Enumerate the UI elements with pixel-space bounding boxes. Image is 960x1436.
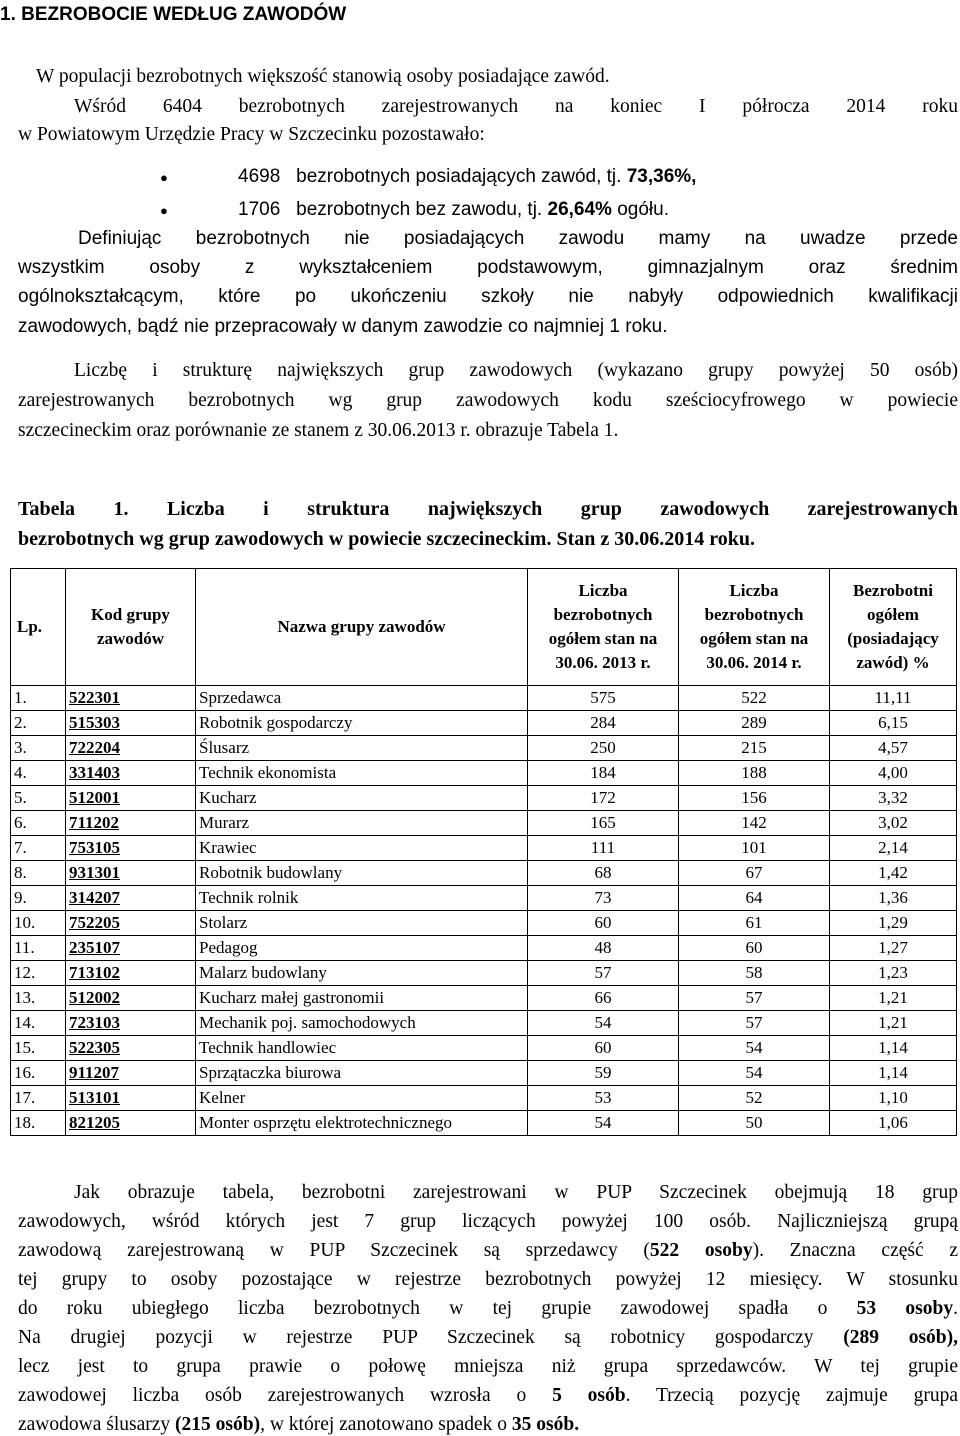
table-header-row	[11, 569, 957, 686]
row-pct: 1,23	[830, 961, 957, 986]
row-kod: 512002	[66, 986, 196, 1011]
closing-line-7: lecz jest to grupa prawie o połowę mniejsza niż grupa sprzedawców. W tej grupie	[18, 1356, 958, 1377]
row-pct: 4,57	[830, 736, 957, 761]
table-row	[11, 961, 957, 986]
table-row	[11, 911, 957, 936]
row-lp: 7.	[11, 836, 66, 861]
emph-215: (215 osób)	[175, 1414, 261, 1435]
row-pct: 1,29	[830, 911, 957, 936]
row-kod: 314207	[66, 886, 196, 911]
table-row	[11, 936, 957, 961]
row-2013: 59	[528, 1061, 679, 1086]
row-kod: 821205	[66, 1111, 196, 1136]
intro-line-2: Wśród 6404 bezrobotnych zarejestrowanych na koniec I półrocza 2014 roku	[74, 96, 958, 117]
row-2014: 64	[679, 886, 830, 911]
row-lp: 3.	[11, 736, 66, 761]
row-pct: 4,00	[830, 761, 957, 786]
bullet-text: bezrobotnych posiadających zawód, tj.	[296, 166, 622, 187]
row-nazwa: Robotnik gospodarczy	[196, 711, 528, 736]
row-2013: 575	[528, 686, 679, 711]
row-nazwa: Krawiec	[196, 836, 528, 861]
row-lp: 2.	[11, 711, 66, 736]
row-kod: 753105	[66, 836, 196, 861]
row-pct: 1,10	[830, 1086, 957, 1111]
closing-line-6: Na drugiej pozycji w rejestrze PUP Szczecinek są robotnicy gospodarczy (289 osób),	[18, 1327, 959, 1348]
intro-line-3: w Powiatowym Urzędzie Pracy w Szczecinku pozostawało:	[18, 124, 485, 145]
row-kod: 522301	[66, 686, 196, 711]
row-lp: 16.	[11, 1061, 66, 1086]
row-lp: 1.	[11, 686, 66, 711]
closing-line-1: Jak obrazuje tabela, bezrobotni zarejestrowani w PUP Szczecinek obejmują 18 grup	[74, 1182, 958, 1203]
row-nazwa: Technik ekonomista	[196, 761, 528, 786]
row-kod: 713102	[66, 961, 196, 986]
row-2013: 250	[528, 736, 679, 761]
row-lp: 9.	[11, 886, 66, 911]
row-2014: 101	[679, 836, 830, 861]
table-body	[11, 686, 957, 1136]
row-nazwa: Monter osprzętu elektrotechnicznego	[196, 1111, 528, 1136]
row-2014: 61	[679, 911, 830, 936]
table-row	[11, 886, 957, 911]
row-kod: 513101	[66, 1086, 196, 1111]
closing-line-3: zawodową zarejestrowaną w PUP Szczecinek są sprzedawcy (522 osoby). Znaczna część z	[18, 1240, 958, 1261]
row-kod: 512001	[66, 786, 196, 811]
def-line-2: wszystkim osoby z wykształceniem podstawowym, gimnazjalnym oraz średnim	[18, 257, 958, 278]
bullet-item-1	[238, 166, 696, 188]
def-line-3: ogólnokształcącym, które po ukończeniu szkoły nie nabyły odpowiednich kwalifikacji	[18, 286, 958, 307]
struct-line-2: zarejestrowanych bezrobotnych wg grup zawodowych kodu sześciocyfrowego w powiecie	[18, 390, 958, 411]
row-2014: 57	[679, 1011, 830, 1036]
emph-5: 5 osób	[552, 1385, 626, 1406]
row-2013: 284	[528, 711, 679, 736]
bullet-count: 1706	[238, 199, 281, 220]
header-kod: Kod grupy zawodów	[66, 569, 196, 686]
row-lp: 17.	[11, 1086, 66, 1111]
intro-line-1: W populacji bezrobotnych większość stanowią osoby posiadające zawód.	[36, 66, 610, 87]
row-2013: 48	[528, 936, 679, 961]
row-pct: 11,11	[830, 686, 957, 711]
row-kod: 235107	[66, 936, 196, 961]
row-pct: 1,27	[830, 936, 957, 961]
row-pct: 3,32	[830, 786, 957, 811]
bullet-dot-icon: ●	[160, 203, 168, 218]
row-2013: 54	[528, 1111, 679, 1136]
emph-289: (289 osób),	[843, 1327, 959, 1348]
header-nazwa: Nazwa grupy zawodów	[196, 569, 528, 686]
row-2013: 73	[528, 886, 679, 911]
row-kod: 331403	[66, 761, 196, 786]
row-2014: 156	[679, 786, 830, 811]
header-pct: Bezrobotni ogółem (posiadający zawód) %	[830, 569, 957, 686]
bullet-text: bezrobotnych bez zawodu, tj.	[296, 199, 543, 220]
row-2013: 172	[528, 786, 679, 811]
closing-line-2: zawodowych, wśród których jest 7 grup liczących powyżej 100 osób. Najliczniejszą grupą	[18, 1211, 958, 1232]
row-2014: 50	[679, 1111, 830, 1136]
row-lp: 11.	[11, 936, 66, 961]
emph-522: 522 osoby	[649, 1240, 753, 1261]
row-2014: 289	[679, 711, 830, 736]
row-kod: 711202	[66, 811, 196, 836]
row-pct: 6,15	[830, 711, 957, 736]
row-lp: 15.	[11, 1036, 66, 1061]
row-lp: 4.	[11, 761, 66, 786]
table-caption-line-2: bezrobotnych wg grup zawodowych w powiecie szczecineckim. Stan z 30.06.2014 roku.	[18, 528, 755, 550]
row-kod: 722204	[66, 736, 196, 761]
row-2013: 66	[528, 986, 679, 1011]
row-nazwa: Mechanik poj. samochodowych	[196, 1011, 528, 1036]
row-lp: 8.	[11, 861, 66, 886]
row-lp: 5.	[11, 786, 66, 811]
section-heading: 1. BEZROBOCIE WEDŁUG ZAWODÓW	[0, 4, 347, 25]
row-kod: 911207	[66, 1061, 196, 1086]
def-line-1: Definiując bezrobotnych nie posiadających zawodu mamy na uwadze przede	[78, 228, 958, 249]
row-pct: 1,14	[830, 1036, 957, 1061]
def-line-4: zawodowych, bądź nie przepracowały w danym zawodzie co najmniej 1 roku.	[18, 316, 668, 337]
row-kod: 515303	[66, 711, 196, 736]
table-row	[11, 1011, 957, 1036]
row-nazwa: Murarz	[196, 811, 528, 836]
row-2014: 142	[679, 811, 830, 836]
row-kod: 522305	[66, 1036, 196, 1061]
bullet-pct: 73,36%,	[626, 166, 697, 187]
row-kod: 752205	[66, 911, 196, 936]
header-lp: Lp.	[11, 569, 66, 686]
row-2013: 60	[528, 911, 679, 936]
row-2014: 54	[679, 1036, 830, 1061]
row-pct: 1,42	[830, 861, 957, 886]
closing-line-8: zawodowej liczba osób zarejestrowanych wzrosła o 5 osób. Trzecią pozycję zajmuje grupa	[18, 1385, 958, 1406]
row-pct: 3,02	[830, 811, 957, 836]
row-kod: 931301	[66, 861, 196, 886]
emph-35: 35 osób.	[511, 1414, 580, 1435]
row-2014: 188	[679, 761, 830, 786]
row-lp: 14.	[11, 1011, 66, 1036]
row-nazwa: Kelner	[196, 1086, 528, 1111]
row-nazwa: Sprzątaczka biurowa	[196, 1061, 528, 1086]
emph-53: 53 osoby	[856, 1298, 954, 1319]
row-pct: 1,21	[830, 986, 957, 1011]
table-row	[11, 986, 957, 1011]
table-row	[11, 711, 957, 736]
row-pct: 1,14	[830, 1061, 957, 1086]
row-2013: 60	[528, 1036, 679, 1061]
row-2014: 54	[679, 1061, 830, 1086]
row-2014: 67	[679, 861, 830, 886]
table-row	[11, 836, 957, 861]
row-nazwa: Sprzedawca	[196, 686, 528, 711]
row-2013: 184	[528, 761, 679, 786]
row-2014: 60	[679, 936, 830, 961]
row-lp: 12.	[11, 961, 66, 986]
row-nazwa: Malarz budowlany	[196, 961, 528, 986]
bullet-count: 4698	[238, 166, 281, 187]
bullet-dot-icon: ●	[160, 170, 168, 185]
closing-line-4: tej grupy to osoby pozostające w rejestrze bezrobotnych powyżej 12 miesięcy. W stosunku	[18, 1269, 958, 1290]
row-nazwa: Technik rolnik	[196, 886, 528, 911]
row-2013: 111	[528, 836, 679, 861]
table-row	[11, 736, 957, 761]
row-2014: 58	[679, 961, 830, 986]
closing-line-5: do roku ubiegłego liczba bezrobotnych w tej grupie zawodowej spadła o 53 osoby.	[18, 1298, 958, 1319]
row-nazwa: Technik handlowiec	[196, 1036, 528, 1061]
row-2014: 52	[679, 1086, 830, 1111]
bullet-tail: ogółu.	[617, 199, 670, 220]
header-2013: Liczba bezrobotnych ogółem stan na 30.06. 2013 r.	[528, 569, 679, 686]
table-row	[11, 1036, 957, 1061]
bullet-pct: 26,64%	[547, 199, 612, 220]
table-caption-line-1: Tabela 1. Liczba i struktura największych grup zawodowych zarejestrowanych	[18, 498, 958, 520]
row-pct: 1,36	[830, 886, 957, 911]
row-2013: 54	[528, 1011, 679, 1036]
table-row	[11, 686, 957, 711]
struct-line-3: szczecineckim oraz porównanie ze stanem z 30.06.2013 r. obrazuje Tabela 1.	[18, 420, 619, 441]
row-nazwa: Ślusarz	[196, 736, 528, 761]
row-nazwa: Stolarz	[196, 911, 528, 936]
row-nazwa: Kucharz	[196, 786, 528, 811]
row-nazwa: Robotnik budowlany	[196, 861, 528, 886]
table-row	[11, 761, 957, 786]
row-2013: 57	[528, 961, 679, 986]
row-pct: 1,06	[830, 1111, 957, 1136]
table-row	[11, 1111, 957, 1136]
row-pct: 2,14	[830, 836, 957, 861]
table-row	[11, 1086, 957, 1111]
row-kod: 723103	[66, 1011, 196, 1036]
row-lp: 13.	[11, 986, 66, 1011]
table-row	[11, 811, 957, 836]
table-row	[11, 786, 957, 811]
row-nazwa: Kucharz małej gastronomii	[196, 986, 528, 1011]
row-nazwa: Pedagog	[196, 936, 528, 961]
table-row	[11, 861, 957, 886]
occupation-table	[10, 568, 957, 1136]
row-2014: 522	[679, 686, 830, 711]
header-2014: Liczba bezrobotnych ogółem stan na 30.06. 2014 r.	[679, 569, 830, 686]
closing-line-9: zawodowa ślusarzy (215 osób), w której zanotowano spadek o 35 osób.	[18, 1414, 580, 1435]
struct-line-1: Liczbę i strukturę największych grup zawodowych (wykazano grupy powyżej 50 osób)	[74, 360, 958, 381]
row-2014: 215	[679, 736, 830, 761]
row-lp: 10.	[11, 911, 66, 936]
row-lp: 18.	[11, 1111, 66, 1136]
row-2013: 53	[528, 1086, 679, 1111]
row-2013: 68	[528, 861, 679, 886]
row-2014: 57	[679, 986, 830, 1011]
row-lp: 6.	[11, 811, 66, 836]
bullet-item-2	[238, 199, 669, 221]
row-pct: 1,21	[830, 1011, 957, 1036]
row-2013: 165	[528, 811, 679, 836]
table-row	[11, 1061, 957, 1086]
